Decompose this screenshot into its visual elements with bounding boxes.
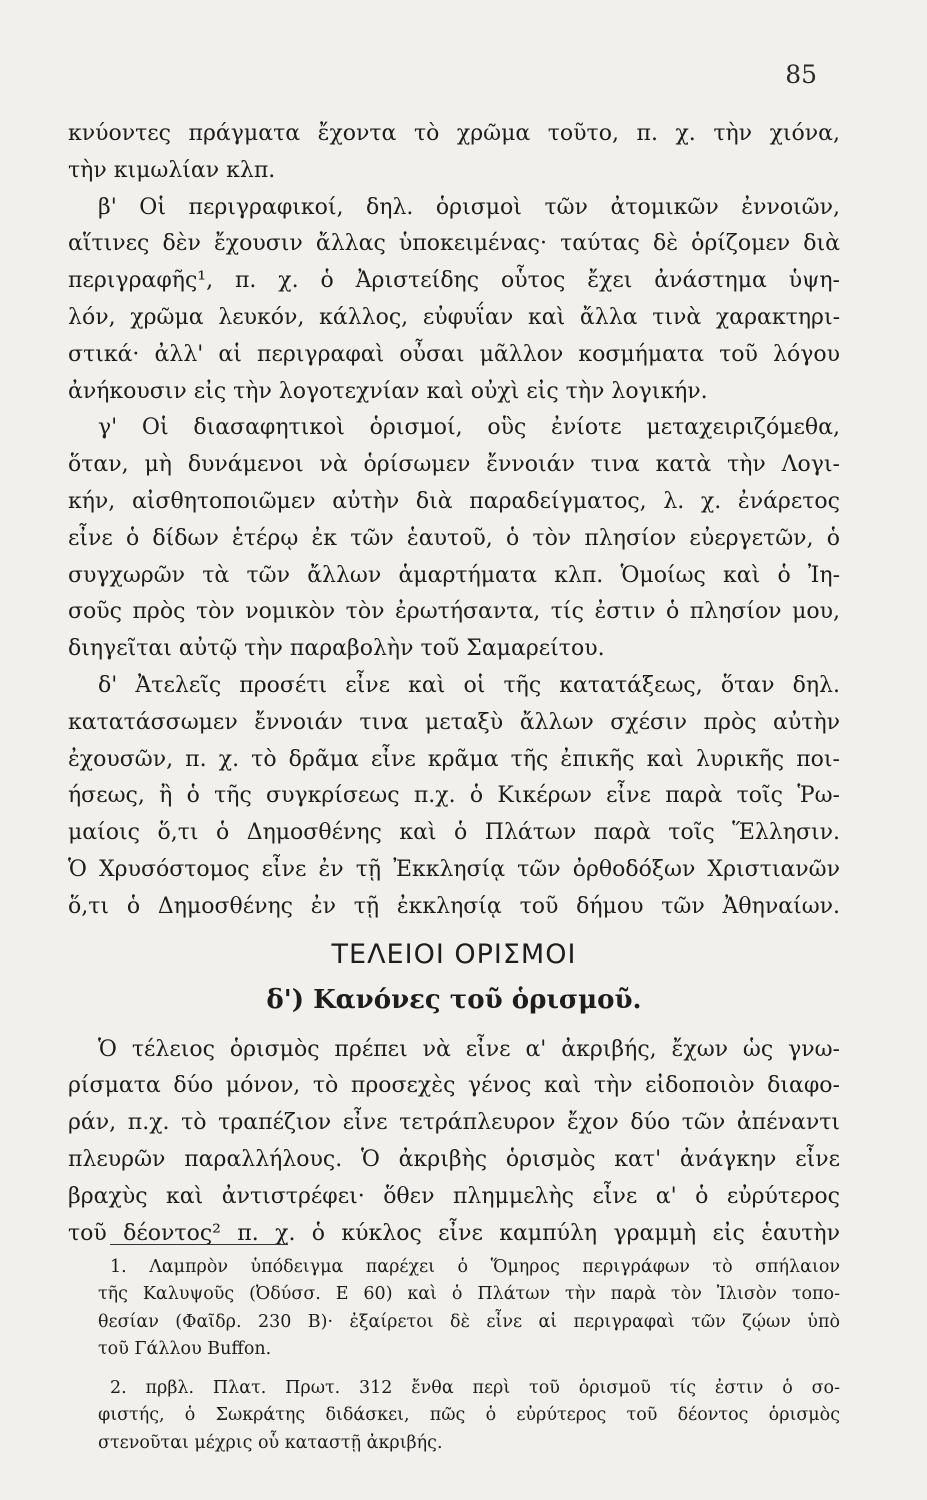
text-line: κνύοντες πράγματα ἔχοντα τὸ χρῶμα τοῦτο, π. χ. τὴν χιόνα, (68, 121, 840, 146)
text-line: δ' Ἀτελεῖς προσέτι εἶνε καὶ οἱ τῆς κατατάξεως, ὅταν δηλ. (98, 672, 840, 698)
text-line: γ' Οἱ διασαφητικοὶ ὁρισμοί, οὓς ἐνίοτε μεταχειριζόμεθα, (98, 415, 840, 441)
text-line: πλευρῶν παραλλήλους. Ὁ ἀκριβὴς ὁρισμὸς κατ' ἀνάγκην εἶνε (68, 1146, 840, 1172)
footnote-line: θεσίαν (Φαῖδρ. 230 Β)· ἐξαίρετοι δὲ εἶνε αἱ περιγραφαὶ τῶν ζῴων ὑπὸ (98, 1311, 840, 1332)
text-line: στικά· ἀλλ' αἱ περιγραφαὶ οὖσαι μᾶλλον κοσμήματα τοῦ λόγου (68, 341, 840, 367)
section-heading: ΤΕΛΕΙΟΙ ΟΡΙΣΜΟΙ (331, 938, 577, 970)
main-text (68, 116, 840, 1252)
text-line: ὅταν, μὴ δυνάμενοι νὰ ὁρίσωμεν ἔννοιάν τινα κατὰ τὴν Λογι- (68, 452, 840, 478)
footnotes (98, 1254, 840, 1457)
text-line: Ὁ τέλειος ὁρισμὸς πρέπει νὰ εἶνε α' ἀκριβής, ἔχων ὡς γνω- (98, 1036, 840, 1062)
text-line: ρίσματα δύο μόνον, τὸ προσεχὲς γένος καὶ τὴν εἰδοποιὸν διαφο- (68, 1073, 840, 1099)
section-subheading: δ') Κανόνες τοῦ ὁρισμοῦ. (266, 984, 642, 1015)
text-line: Ὁ Χρυσόστομος εἶνε ἐν τῇ Ἐκκλησίᾳ τῶν ὀρθοδόξων Χριστιανῶν (68, 856, 840, 882)
footnote-line: 2. πρβλ. Πλατ. Πρωτ. 312 ἔνθα περὶ τοῦ ὁρισμοῦ τίς ἐστιν ὁ σο- (110, 1378, 840, 1399)
text-line: ήσεως, ἢ ὁ τῆς συγκρίσεως π.χ. ὁ Κικέρων εἶνε παρὰ τοῖς Ῥω- (68, 783, 840, 809)
text-line: λόν, χρῶμα λευκόν, κάλλος, εὐφυΐαν καὶ ἄλλα τινὰ χαρακτηρι- (68, 304, 840, 330)
text-line: τοῦ δέοντος² π. χ. ὁ κύκλος εἶνε καμπύλη γραμμὴ εἰς ἑαυτὴν (68, 1220, 840, 1246)
text-line: κήν, αἰσθητοποιῶμεν αὐτὴν διὰ παραδείγματος, λ. χ. ἐνάρετος (68, 488, 840, 514)
text-line: συγχωρῶν τὰ τῶν ἄλλων ἁμαρτήματα κλπ. Ὁμοίως καὶ ὁ Ἰη- (68, 562, 840, 588)
text-line: τὴν κιμωλίαν κλπ. (68, 157, 276, 183)
text-line: αἵτινες δὲν ἔχουσιν ἄλλας ὑποκειμένας· ταύτας δὲ ὁρίζομεν διὰ (68, 231, 840, 257)
footnote-line: φιστής, ὁ Σωκράτης διδάσκει, πῶς ὁ εὐρύτερος τοῦ δέοντος ὁρισμὸς (98, 1405, 840, 1426)
footnote-line: στενοῦται μέχρις οὗ καταστῇ ἀκριβής. (98, 1432, 443, 1453)
text-line: ἐχουσῶν, π. χ. τὸ δρᾶμα εἶνε κρᾶμα τῆς ἐπικῆς καὶ λυρικῆς ποι- (68, 746, 840, 772)
text-line: εἶνε ὁ δίδων ἑτέρῳ ἐκ τῶν ἑαυτοῦ, ὁ τὸν πλησίον εὐεργετῶν, ὁ (68, 525, 840, 551)
footnote-line: 1. Λαμπρὸν ὑπόδειγμα παρέχει ὁ Ὅμηρος περιγράφων τὸ σπήλαιον (110, 1257, 840, 1277)
text-line: μαίοις ὅ,τι ὁ Δημοσθένης καὶ ὁ Πλάτων παρὰ τοῖς Ἕλλησιν. (68, 820, 840, 846)
text-line: κατατάσσωμεν ἔννοιάν τινα μεταξὺ ἄλλων σχέσιν πρὸς αὐτὴν (68, 709, 840, 735)
text-line: περιγραφῆς¹, π. χ. ὁ Ἀριστείδης οὗτος ἔχει ἀνάστημα ὑψη- (68, 268, 840, 294)
text-line: διηγεῖται αὐτῷ τὴν παραβολὴν τοῦ Σαμαρείτου. (68, 636, 605, 662)
footnote-divider (110, 1244, 288, 1245)
text-line: β' Οἱ περιγραφικοί, δηλ. ὁρισμοὶ τῶν ἀτομικῶν ἐννοιῶν, (98, 194, 840, 220)
text-line: ὅ,τι ὁ Δημοσθένης ἐν τῇ ἐκκλησίᾳ τοῦ δήμου τῶν Ἀθηναίων. (68, 893, 840, 919)
text-line: ράν, π.χ. τὸ τραπέζιον εἶνε τετράπλευρον ἔχον δύο τῶν ἀπέναντι (68, 1110, 840, 1136)
text-line: σοῦς πρὸς τὸν νομικὸν τὸν ἐρωτήσαντα, τίς ἐστιν ὁ πλησίον μου, (68, 599, 840, 625)
text-line: ἀνήκουσιν εἰς τὴν λογοτεχνίαν καὶ οὐχὶ εἰς τὴν λογικήν. (68, 378, 708, 404)
text-line: βραχὺς καὶ ἀντιστρέφει· ὅθεν πλημμελὴς εἶνε α' ὁ εὐρύτερος (68, 1183, 840, 1209)
footnote-line: τῆς Καλυψοῦς (Ὀδύσσ. Ε 60) καὶ ὁ Πλάτων τὴν παρὰ τὸν Ἰλισὸν τοπο- (98, 1284, 840, 1305)
page-number: 85 (785, 60, 817, 89)
footnote-line: τοῦ Γάλλου Buffon. (98, 1338, 272, 1359)
